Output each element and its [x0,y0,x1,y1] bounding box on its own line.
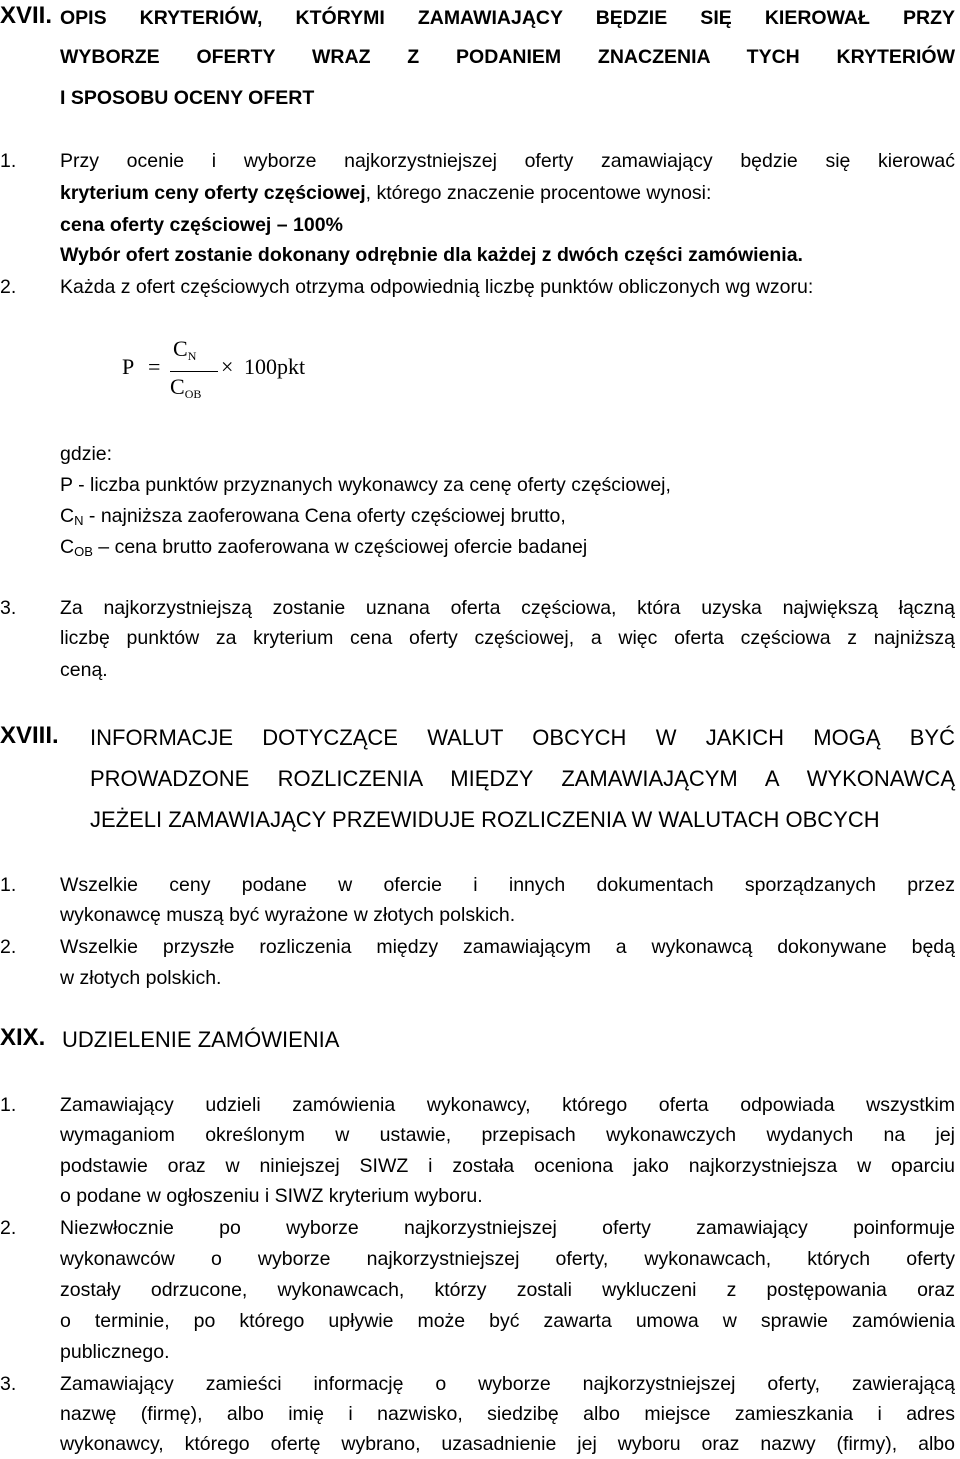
paragraph-line: Każda z ofert częściowych otrzyma odpowiednią liczbę punktów obliczonych wg wzoru: [60,276,814,298]
paragraph-line: wykonawcy, którego ofertę wybrano, uzasadnienie jej wyboru oraz nazwy (firmy), albo [60,1433,955,1455]
paragraph-line: wykonawców o wyborze najkorzystniejszej oferty, wykonawcach, których oferty [60,1248,955,1270]
list-number: 1. [0,1094,17,1116]
formula-times: × [221,354,234,379]
paragraph-line: podstawie oraz w niniejszej SIWZ i została oceniona jako najkorzystniejsza w oparciu [60,1155,955,1177]
section-number: XIX. [0,1024,46,1051]
list-number: 2. [0,1217,17,1239]
paragraph-line: wykonawcę muszą być wyrażone w złotych polskich. [60,904,516,926]
list-number: 2. [0,936,17,958]
list-number: 3. [0,1373,17,1395]
formula-denominator: $C_{OB}$ [170,374,202,401]
section-number: XVIII. [0,722,59,749]
paragraph-line: zostały odrzucone, wykonawcach, którzy zostali wykluczeni z postępowania oraz [60,1279,955,1301]
section-heading-line: OPIS KRYTERIÓW, KTÓRYMI ZAMAWIAJĄCY BĘDZIE SIĘ KIEROWAŁ PRZY [60,7,955,29]
paragraph-line: Przy ocenie i wyborze najkorzystniejszej oferty zamawiający będzie się kierować [60,150,955,172]
paragraph-line: wymaganiom określonym w ustawie, przepisach wykonawczych wydanych na jej [60,1124,955,1146]
paragraph-line: w złotych polskich. [60,967,222,989]
fraction-bar [170,371,218,372]
section-number: XVII. [0,2,53,29]
paragraph-line: Za najkorzystniejszą zostanie uznana oferta częściowa, która uzyska największą łączną [60,597,955,619]
section-heading-line: INFORMACJE DOTYCZĄCE WALUT OBCYCH W JAKICH MOGĄ BYĆ [90,725,955,750]
paragraph-line: publicznego. [60,1341,170,1363]
criterion-bold: kryterium ceny oferty częściowej [60,182,366,204]
section-heading-line: JEŻELI ZAMAWIAJĄCY PRZEWIDUJE ROZLICZENIA W WALUTACH OBCYCH [90,807,880,832]
paragraph-line: nazwę (firmę), albo imię i nazwisko, siedzibę albo miejsce zamieszkania i adres [60,1403,955,1425]
points-formula [118,334,338,414]
paragraph-line: Wszelkie przyszłe rozliczenia między zamawiającym a wykonawcą dokonywane będą [60,936,955,958]
list-number: 3. [0,597,17,619]
paragraph-line: liczbę punktów za kryterium cena oferty częściowej, a więc oferta częściowa z najniższą [60,627,955,649]
selection-note: Wybór ofert zostanie dokonany odrębnie dla każdej z dwóch części zamówienia. [60,244,803,266]
criterion-rest: , którego znaczenie procentowe wynosi: [365,182,712,204]
section-heading-line: UDZIELENIE ZAMÓWIENIA [62,1027,340,1052]
list-number: 2. [0,276,17,298]
definition-line: P - liczba punktów przyznanych wykonawcy za cenę oferty częściowej, [60,474,671,496]
section-heading-line: I SPOSOBU OCENY OFERT [60,87,315,109]
paragraph-line [60,178,955,208]
paragraph-line: o terminie, po którego upływie może być zawarta umowa w sprawie zamówienia [60,1310,955,1332]
formula-lhs: P [122,354,135,379]
paragraph-line: Wszelkie ceny podane w ofercie i innych dokumentach sporządzanych przez [60,874,955,896]
paragraph-line: Niezwłocznie po wyborze najkorzystniejszej oferty zamawiający poinformuje [60,1217,955,1239]
formula-equals: = [148,354,161,379]
paragraph-line: ceną. [60,659,108,681]
definitions-label: gdzie: [60,443,113,465]
definition-line: $C_N$ - najniższa zaoferowana Cena oferty częściowej brutto, [60,505,566,528]
paragraph-line: Zamawiający udzieli zamówienia wykonawcy, którego oferta odpowiada wszystkim [60,1094,955,1116]
list-number: 1. [0,150,17,172]
definition-line: $C_{OB}$ – cena brutto zaoferowana w częściowej ofercie badanej [60,536,588,559]
list-number: 1. [0,874,17,896]
section-heading-line: PROWADZONE ROZLICZENIA MIĘDZY ZAMAWIAJĄCYM A WYKONAWCĄ [90,766,955,791]
paragraph-line: Zamawiający zamieści informację o wyborze najkorzystniejszej oferty, zawierającą [60,1373,955,1395]
formula-value: 100pkt [244,354,306,379]
price-weight: cena oferty częściowej – 100% [60,214,343,236]
formula-numerator: $C_N$ [173,336,197,363]
paragraph-line: o podane w ogłoszeniu i SIWZ kryterium wyboru. [60,1185,483,1207]
section-heading-line: WYBORZE OFERTY WRAZ Z PODANIEM ZNACZENIA TYCH KRYTERIÓW [60,46,955,68]
